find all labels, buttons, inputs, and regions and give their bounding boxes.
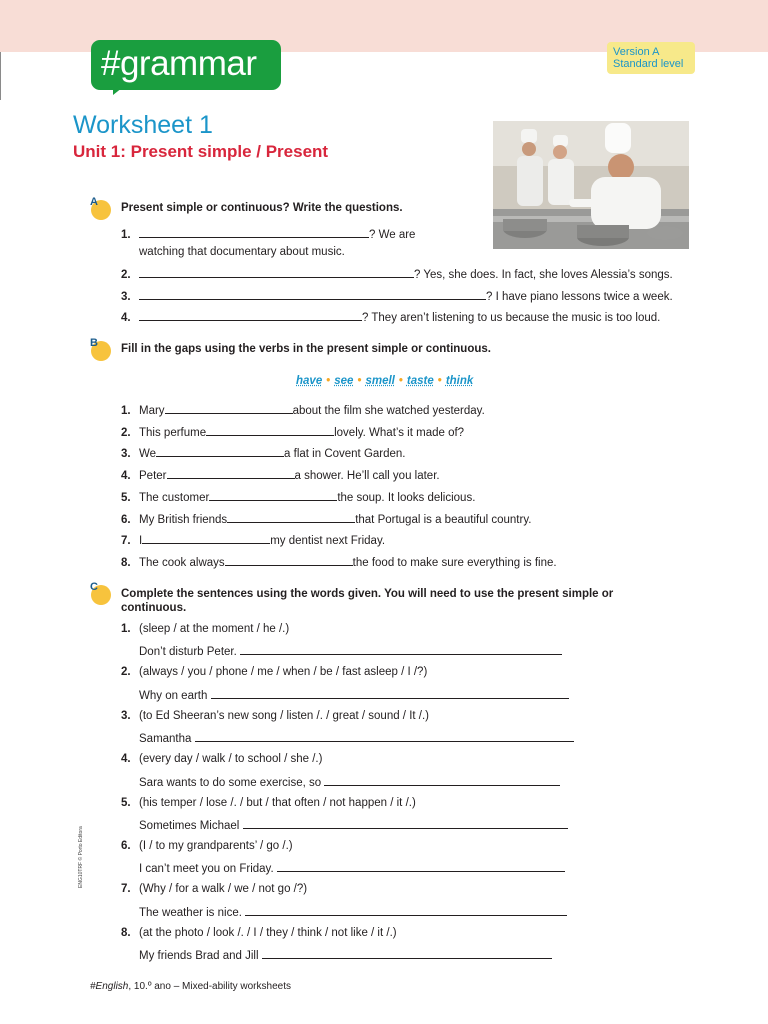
- section-c-item-8-hint: [121, 926, 397, 940]
- item-hint: (always / you / phone / me / when / be / fast asleep / I /?): [139, 666, 428, 678]
- logo-speech-tail: [113, 84, 131, 95]
- worksheet-title: Worksheet 1: [73, 111, 213, 139]
- item-lead: Why on earth: [139, 690, 208, 702]
- footer-text: , 10.º ano – Mixed-ability worksheets: [128, 981, 291, 992]
- item-text: ? We are: [369, 229, 416, 241]
- gap-blank[interactable]: [167, 467, 295, 479]
- section-c-item-6-answer: [139, 860, 565, 876]
- item-lead: My British friends: [139, 514, 228, 526]
- section-b-item-6: [121, 511, 531, 527]
- section-b-item-2: [121, 424, 464, 440]
- item-number: 8.: [121, 557, 131, 569]
- item-lead: This perfume: [139, 427, 207, 439]
- section-b-item-7: [121, 532, 385, 548]
- item-number: 1.: [121, 623, 131, 635]
- item-lead: The customer: [139, 492, 210, 504]
- item-number: 7.: [121, 883, 131, 895]
- section-c-item-4-hint: [121, 752, 322, 766]
- footer-title: #English: [90, 981, 129, 992]
- section-b-letter: B: [90, 337, 98, 349]
- section-c-item-3-hint: [121, 709, 429, 723]
- item-number: 4.: [121, 470, 131, 482]
- chefs-photo-illustration: [493, 121, 689, 249]
- section-b-instruction: Fill in the gaps using the verbs in the present simple or continuous.: [121, 343, 491, 355]
- item-text: ? I have piano lessons twice a week.: [486, 291, 673, 303]
- section-a-item-3: [121, 288, 673, 304]
- word-box-item: smell: [365, 375, 395, 387]
- item-lead: We: [139, 448, 157, 460]
- item-number: 2.: [121, 427, 131, 439]
- section-c-badge: [90, 581, 111, 605]
- section-b-badge: [90, 337, 111, 361]
- item-lead: I can’t meet you on Friday.: [139, 863, 274, 875]
- item-number: 1.: [121, 229, 131, 241]
- word-box-item: see: [334, 375, 354, 387]
- item-number: 1.: [121, 405, 131, 417]
- section-c-item-1-hint: [121, 622, 289, 636]
- word-box-item: think: [445, 375, 474, 387]
- gap-blank[interactable]: [225, 554, 353, 566]
- section-a-item-1: [121, 226, 415, 242]
- section-c-item-3-answer: [139, 730, 574, 746]
- gap-blank[interactable]: [156, 445, 284, 457]
- grammar-logo: [91, 40, 281, 90]
- section-b-item-1: [121, 402, 485, 418]
- item-number: 5.: [121, 492, 131, 504]
- item-number: 7.: [121, 535, 131, 547]
- section-b-item-5: [121, 489, 475, 505]
- word-box: [296, 374, 473, 388]
- bullet-separator: •: [326, 375, 331, 387]
- footer: [90, 981, 291, 992]
- section-c-item-2-answer: [139, 687, 569, 703]
- item-number: 6.: [121, 840, 131, 852]
- side-credit: ENG10TRF © Porto Editora: [78, 826, 84, 888]
- section-b-item-3: [121, 445, 406, 461]
- section-c-item-4-answer: [139, 774, 560, 790]
- item-lead: Sara wants to do some exercise, so: [139, 777, 322, 789]
- item-lead: Samantha: [139, 733, 192, 745]
- logo-text: #grammar: [101, 44, 257, 83]
- answer-blank[interactable]: [139, 309, 362, 321]
- answer-blank[interactable]: [211, 687, 569, 699]
- item-text: lovely. What’s it made of?: [334, 427, 465, 439]
- section-a-item-1-continuation: watching that documentary about music.: [139, 246, 345, 258]
- section-a-instruction: Present simple or continuous? Write the questions.: [121, 202, 403, 214]
- item-lead: I: [139, 535, 143, 547]
- item-hint: (Why / for a walk / we / not go /?): [139, 883, 308, 895]
- section-a-badge: [90, 196, 111, 220]
- answer-blank[interactable]: [240, 643, 562, 655]
- item-number: 4.: [121, 753, 131, 765]
- item-hint: (to Ed Sheeran’s new song / listen /. / great / sound / It /.): [139, 710, 429, 722]
- bullet-separator: •: [398, 375, 403, 387]
- item-text: the food to make sure everything is fine.: [352, 557, 557, 569]
- item-text: that Portugal is a beautiful country.: [355, 514, 532, 526]
- answer-blank[interactable]: [139, 226, 369, 238]
- answer-blank[interactable]: [195, 730, 574, 742]
- answer-blank[interactable]: [139, 266, 414, 278]
- item-lead: My friends Brad and Jill: [139, 950, 259, 962]
- item-lead: Peter: [139, 470, 167, 482]
- answer-blank[interactable]: [324, 774, 560, 786]
- section-c-item-2-hint: [121, 665, 427, 679]
- unit-title: Unit 1: Present simple / Present: [73, 142, 329, 161]
- gap-blank[interactable]: [227, 511, 355, 523]
- gap-blank[interactable]: [142, 532, 270, 544]
- answer-blank[interactable]: [277, 860, 565, 872]
- answer-blank[interactable]: [139, 288, 486, 300]
- item-number: 3.: [121, 291, 131, 303]
- section-c-instruction: [121, 587, 613, 615]
- item-text: a flat in Covent Garden.: [284, 448, 406, 460]
- gap-blank[interactable]: [165, 402, 293, 414]
- item-text: the soup. It looks delicious.: [337, 492, 476, 504]
- item-lead: The cook always: [139, 557, 225, 569]
- item-lead: Mary: [139, 405, 165, 417]
- item-text: about the film she watched yesterday.: [292, 405, 485, 417]
- item-number: 3.: [121, 710, 131, 722]
- item-lead: The weather is nice.: [139, 907, 242, 919]
- section-b-item-8: [121, 554, 557, 570]
- answer-blank[interactable]: [262, 947, 552, 959]
- item-number: 4.: [121, 312, 131, 324]
- section-c-item-7-answer: [139, 904, 567, 920]
- item-hint: (his temper / lose /. / but / that often / not happen / it /.): [139, 797, 416, 809]
- item-text: my dentist next Friday.: [270, 535, 386, 547]
- item-hint: (every day / walk / to school / she /.): [139, 753, 323, 765]
- word-box-item: have: [296, 375, 323, 387]
- version-label: Version A: [613, 46, 660, 58]
- item-hint: (I / to my grandparents’ / go /.): [139, 840, 293, 852]
- section-c-instruction-line-2: continuous.: [121, 602, 187, 614]
- item-number: 3.: [121, 448, 131, 460]
- section-c-letter: C: [90, 581, 98, 593]
- answer-blank[interactable]: [243, 817, 568, 829]
- item-text: ? Yes, she does. In fact, she loves Alessia’s songs.: [414, 269, 673, 281]
- bullet-separator: •: [437, 375, 442, 387]
- section-a-item-4: [121, 309, 660, 325]
- margin-rule: [0, 52, 1, 100]
- section-c-item-5-hint: [121, 796, 416, 810]
- item-number: 8.: [121, 927, 131, 939]
- section-c-item-1-answer: [139, 643, 562, 659]
- section-a-letter: A: [90, 196, 98, 208]
- item-text: a shower. He’ll call you later.: [294, 470, 440, 482]
- item-number: 2.: [121, 666, 131, 678]
- gap-blank[interactable]: [206, 424, 334, 436]
- item-lead: Sometimes Michael: [139, 820, 240, 832]
- section-c-item-5-answer: [139, 817, 568, 833]
- section-c-item-8-answer: [139, 947, 552, 963]
- bullet-separator: •: [357, 375, 362, 387]
- level-label: Standard level: [613, 58, 684, 70]
- chefs-tasting-photo: [493, 121, 689, 249]
- item-number: 5.: [121, 797, 131, 809]
- item-lead: Don’t disturb Peter.: [139, 646, 237, 658]
- section-c-item-7-hint: [121, 882, 307, 896]
- section-c-instruction-line-1: Complete the sentences using the words given. You will need to use the present simple or: [121, 588, 614, 600]
- gap-blank[interactable]: [209, 489, 337, 501]
- section-b-item-4: [121, 467, 440, 483]
- item-text: ? They aren’t listening to us because the music is too loud.: [362, 312, 661, 324]
- item-number: 2.: [121, 269, 131, 281]
- version-badge: [607, 42, 695, 74]
- item-number: 6.: [121, 514, 131, 526]
- answer-blank[interactable]: [245, 904, 567, 916]
- section-a-item-2: [121, 266, 673, 282]
- item-hint: (sleep / at the moment / he /.): [139, 623, 290, 635]
- section-c-item-6-hint: [121, 839, 293, 853]
- word-box-item: taste: [406, 375, 434, 387]
- item-hint: (at the photo / look /. / I / they / think / not like / it /.): [139, 927, 397, 939]
